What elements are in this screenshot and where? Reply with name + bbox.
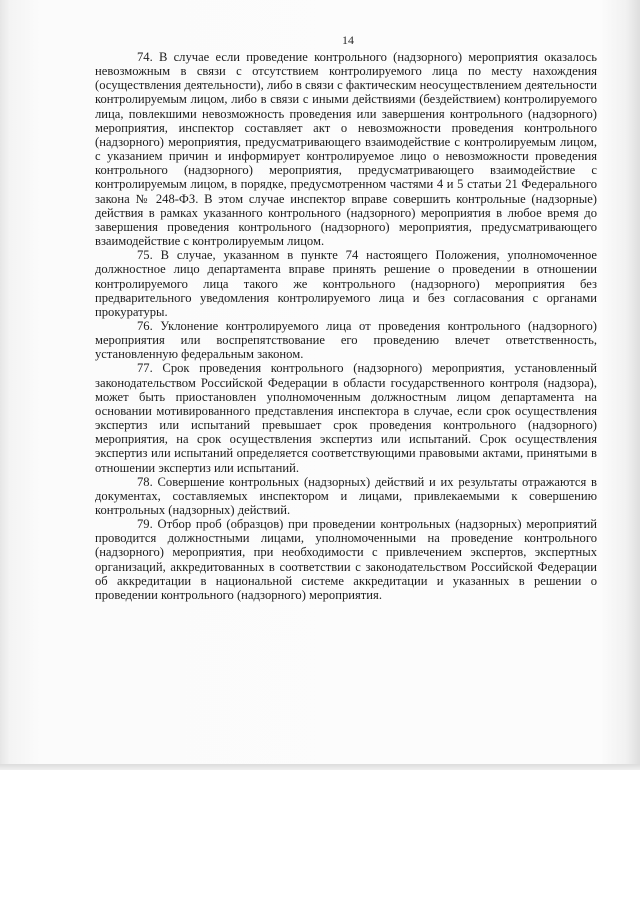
paragraph-77: 77. Срок проведения контрольного (надзорного) мероприятия, установленный законодательством Российской Федерации в области государственного контроля (надзора), может быть приостановлен уполномоченным должностным лицом департамента на основании мотивированного представления инспектора в случае, если срок осуществления экспертиз или испытаний превышает срок проведения контрольного (надзорного) мероприятия, на срок осуществления экспертиз или испытаний. Срок осуществления экспертиз или испытаний определяется соответствующими правовыми актами, принятыми в отношении экспертиз или испытаний. <box>95 361 597 475</box>
paragraph-75: 75. В случае, указанном в пункте 74 настоящего Положения, уполномоченное должностное лицо департамента вправе принять решение о проведении в отношении контролируемого лица такого же контрольного (надзорного) мероприятия без предварительного уведомления контролируемого лица и без согласования с органами прокуратуры. <box>95 248 597 319</box>
paragraph-74: 74. В случае если проведение контрольного (надзорного) мероприятия оказалось невозможным в связи с отсутствием контролируемого лица по месту нахождения (осуществления деятельности), либо в связи с фактическим неосуществлением деятельности контролируемым лицом, либо в связи с иными действиями (бездействием) контролируемого лица, повлекшими невозможность проведения или завершения контрольного (надзорного) мероприятия, инспектор составляет акт о невозможности проведения контрольного (надзорного) мероприятия, предусматривающего взаимодействие с контролируемым лицом, с указанием причин и информирует контролируемое лицо о невозможности проведения контрольного (надзорного) мероприятия, предусматривающего взаимодействие с контролируемым лицом, в порядке, предусмотренном частями 4 и 5 статьи 21 Федерального закона № 248-ФЗ. В этом случае инспектор вправе совершить контрольные (надзорные) действия в рамках указанного контрольного (надзорного) мероприятия в любое время до завершения проведения контрольного (надзорного) мероприятия, предусматривающего взаимодействие с контролируемым лицом. <box>95 50 597 249</box>
page-number: 14 <box>342 33 354 47</box>
paragraph-76: 76. Уклонение контролируемого лица от проведения контрольного (надзорного) мероприятия или воспрепятствование его проведению влечет ответственность, установленную федеральным законом. <box>95 318 597 362</box>
paragraph-78: 78. Совершение контрольных (надзорных) действий и их результаты отражаются в документах, составляемых инспектором и лицами, привлекаемыми к совершению контрольных (надзорных) действий. <box>95 474 597 517</box>
paragraph-79: 79. Отбор проб (образцов) при проведении контрольных (надзорных) мероприятий проводится должностными лицами, уполномоченными на проведение контрольного (надзорного) мероприятия, при необходимости с привлечением экспертов, экспертных организаций, аккредитованных в соответствии с законодательством Российской Федерации об аккредитации в национальной системе аккредитации и указанных в решении о проведении контрольного (надзорного) мероприятия. <box>95 517 597 602</box>
document-body <box>95 50 597 602</box>
scan-edge <box>0 764 640 770</box>
